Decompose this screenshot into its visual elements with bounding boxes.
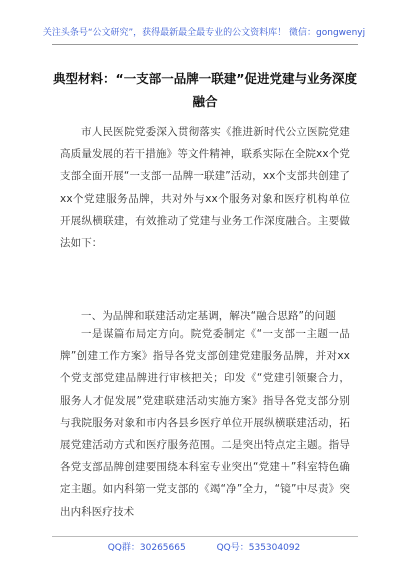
paragraph-body: 一是谋篇布局定方向。院党委制定《“一支部一主题一品牌”创建工作方案》指导各党支部创建党建服务品牌，并对xx个党支部党建品牌进行审核把关；印发《“党建引领聚合力，服务人才促发展”党建联建活动实施方案》指导各党支部分别与我院服务对象和市内各县乡医疗单位开展纵横联建活动，拓展党建活动方式和医疗服务范围。二是突出特点定主题。指导各党支部品牌创建要围绕本科室专业突出“党建＋”科室特色确定主题。如内科第一党支部的《竭“净”全力，“镜”中尽责》突出内科医疗技术: [60, 328, 350, 518]
footer-qq-number: QQ号：535304092: [216, 543, 301, 553]
footer-divider: [52, 536, 358, 537]
header-note: 关注头条号“公文研究”，获得最新最全最专业的公文资料库！ 微信：gongwenyj: [42, 28, 366, 38]
footer-qq-group: QQ群：30265665: [107, 543, 186, 553]
header-divider: [52, 44, 358, 45]
footer: [0, 540, 408, 553]
section-heading-1: 一、为品牌和联建活动定基调，解决“融合思路”的问题: [81, 310, 336, 322]
document-title: 典型材料：“一支部一品牌一联建”促进党建与业务深度融合: [53, 71, 357, 109]
paragraph-intro: 市人民医院党委深入贯彻落实《推进新时代公立医院党建高质量发展的若干措施》等文件精神，联系实际在全院xx个党支部全面开展“一支部一品牌一联建”活动，xx个支部共创建了xx个党建服务品牌，共对外与xx个服务对象和医疗机构单位开展纵横联建，有效推动了党建与业务工作深度融合。主要做法如下：: [60, 126, 350, 250]
